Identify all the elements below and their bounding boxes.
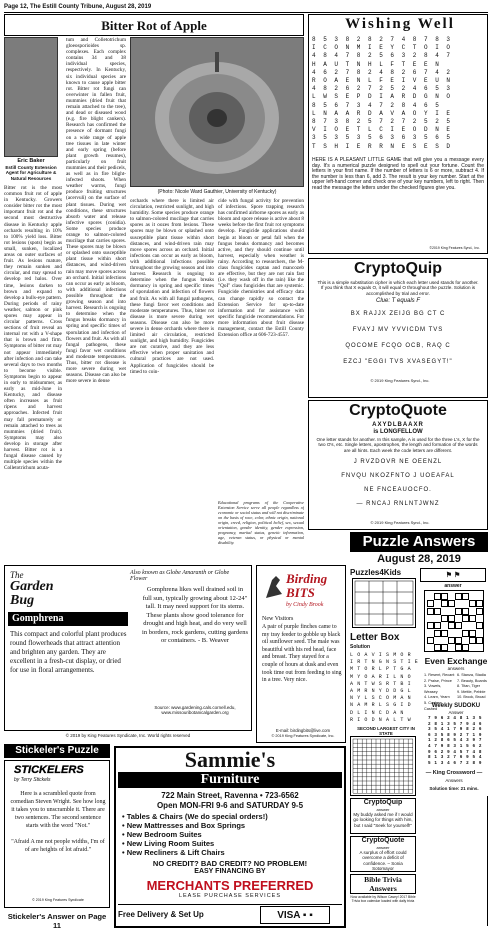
- kids-puzzle-grid: [353, 579, 415, 627]
- crossword-cell: [441, 593, 448, 600]
- even-exchange-item: 9. Mettle, Pebble: [457, 689, 486, 694]
- king-crossword-svg: [351, 737, 415, 795]
- cryptoquip-copyright: © 2019 King Features Synd., Inc.: [370, 378, 430, 383]
- birding-text: A pair of purple finches came to my tray feeder to gobble up black oil sunflower seed. The male was beautiful with his red head, face and breast. They stayed for a couple of hours at dusk and even took time out from feeding to sing in a tree. Very nice.: [262, 624, 342, 684]
- sammies-credit: NO CREDIT? BAD CREDIT? NO PROBLEM!: [152, 859, 308, 868]
- cryptoquote-example-top: AXYDLBAAXR: [372, 422, 424, 428]
- crossword-cell: [448, 622, 455, 629]
- sammies-address: 722 Main Street, Ravenna • 723-6562: [161, 791, 299, 800]
- crossword-cell: [455, 608, 462, 615]
- king-crossword-sub: Answers: [445, 778, 463, 783]
- crossword-cell: [455, 622, 462, 629]
- cryptoquote-title: CryptoQuote: [349, 402, 447, 419]
- wishing-well-row: 4 8 4 7 8 2 5 6 3 2 8 4 7: [312, 52, 453, 60]
- crossword-cell: [448, 637, 455, 644]
- sudoku-grid: [428, 716, 484, 766]
- letterbox-row: M T O R L P T G A: [350, 666, 412, 673]
- cryptoquote-line: J RVZDOVR NE OEENZL: [353, 459, 443, 465]
- letterbox-row: M Y O A R I L N O: [350, 673, 412, 680]
- letterbox-row: D L I N C D A N: [350, 709, 405, 716]
- wishing-well-row: 8 7 3 8 2 5 7 2 7 2 5 2 5: [312, 118, 453, 126]
- sudoku-row: 6 3 5 8 9 2 7 1 9: [428, 732, 483, 738]
- sammies-delivery: Free Delivery & Set Up: [118, 910, 204, 919]
- letterbox-row: A M R N Y D D G L: [350, 688, 412, 695]
- cqt-answer-text: A surplus of effort could overcome a deficit of confidence. – Sonia Sotomayor: [359, 850, 407, 872]
- sudoku-sub: Answer: [448, 710, 464, 715]
- merchants-lease: LEASE PURCHASE SERVICES: [178, 893, 282, 899]
- flagpole-crossword: [424, 590, 484, 652]
- wishing-well-row: 3 5 3 5 3 5 6 3 6 3 5 6 5: [312, 134, 453, 142]
- cryptoquip-line: EZCJ "EGGI TVS XVASEGYT!": [343, 359, 453, 365]
- crossword-cell: [427, 637, 434, 644]
- sammies-hours: Open MON-FRI 9-6 and SATURDAY 9-5: [156, 801, 304, 810]
- birding-copyright: © 2019 King Features Syndicate, Inc.: [271, 734, 335, 738]
- sudoku-row: 8 1 3 2 7 6 9 5 4: [428, 755, 483, 761]
- flagpole-logo: ⚑ ⚑: [420, 568, 486, 582]
- crossword-cell: [448, 600, 455, 607]
- garden-bug-title: Garden Bug: [10, 579, 54, 608]
- cq-answer-text: My buddy asked me if I would go looking for things with him, but I said "Seek for yourself!": [353, 812, 413, 828]
- wishing-well-row: V I O E T L C I E O D N E: [312, 126, 453, 134]
- puzzles4kids-grid: [352, 578, 416, 628]
- letterbox-sub: Solution: [350, 644, 370, 650]
- wishing-well-row: L N A A R D A V A O Y I E: [312, 109, 453, 117]
- sammies-divider: [118, 904, 342, 905]
- stickeler-byline: by Terry Stickels: [14, 777, 51, 783]
- article-column-2: tum and Colletotrichum gloeosporioides sp. complexes. Each complex contains 34 and 38 individual species, respectively. In Kentucky, six individual species are known to cause apple bitter rot. Bitter rot fungi can overwinter in fallen fruit, mummies (dried fruit that remain attached to the tree), and dead or diseased wood (e.g. fire blight cankers). Research has confirmed the presence of dormant fungi on a wide range of apple tree tissues in late winter and early spring (before plant growth resumes), particularly on fruit mummies and their pedicels, as well as in fire blight-infected shoots. When weather warms, fungi produce fruiting structures (acervuli) on the surface of plant tissues. During wet conditions, these structures absorb water and release infective spores (conidia). Some species produce orange to salmon-colored mucilage that carries spores. These spores may be blown or splashed onto susceptible plant tissue within short distances, and wind-driven rain may move spores across an orchard. Initial infections can occur as early as bloom, with additional infections possible throughout the growing season and into harvest. Research is ongoing to determine when the fungus breaks dormancy in spring and specific times of sporulation and infection of flowers and fruit. As with all fungal pathogens, these fungi favor wet conditions and moderate temperatures. Thus, bitter rot disease is more severe during wet seasons. Disease can also be more severe in dense: [66, 37, 126, 385]
- bible-trivia-answers-rotated: [420, 796, 488, 926]
- puzzles4kids-title: Puzzles4Kids: [350, 568, 402, 577]
- sudoku-row: 9 6 2 9 4 5 7 4 8: [428, 749, 483, 755]
- cryptoquote-line: FNVQU NKOZFNTO J UOEAFAL: [341, 473, 455, 479]
- crossword-cell: [441, 600, 448, 607]
- sammies-financing: EASY FINANCING BY: [194, 868, 266, 875]
- cryptoquote-line: NE FNCEAUOCFO.: [364, 487, 432, 493]
- wishing-well-copyright: ©2019 King Features Synd., Inc.: [429, 246, 480, 250]
- cryptoquip-title: CryptoQuip: [354, 260, 442, 277]
- king-crossword-time: Solution time: 21 mins.: [429, 786, 479, 791]
- crossword-cell: [462, 644, 469, 651]
- article-column-3: orchards where there is limited air circulation, restricted sunlight, and high humidity. Some species produce orange to salmon-colored mucilage that carries spores as it oozes from lesions. These spores may be blown or splashed onto susceptible plant tissue within short distances, and wind-driven rain may move spores across an orchard. Initial infections can occur as early as bloom, with additional infections possible throughout the growing season and into harvest. Research is ongoing to determine when the fungus breaks dormancy in spring and specific times of sporulation and infection of flowers and fruit. As with all fungal pathogens, these fungi favor wet conditions and moderate temperatures. Thus, bitter rot disease is more severe during wet seasons. Disease can also be more severe in dense orchards where there is limited air circulation, restricted sunlight, and high humidity. Fungicides are not curative, and they are less effective when proper sanitation and cultural practices are not used. Application of fungicides should be timed to coin-: [130, 198, 214, 375]
- crossword-cell: [476, 622, 483, 629]
- letterbox-row: N A M R L S G I D: [350, 702, 412, 709]
- wishing-well-grid: [312, 36, 484, 154]
- crossword-cell: [476, 608, 483, 615]
- cqt-answer-label: answer: [376, 845, 390, 850]
- bible-trivia-title: Bible Trivia Answers: [350, 874, 416, 894]
- cryptoquote-line: — RNCAJ RNLNTJWNZ: [356, 501, 440, 507]
- sammies-item: • New Mattresses and Box Springs: [122, 821, 246, 830]
- garden-bug-subject: Gomphrena: [8, 612, 128, 626]
- sammies-name: Sammie's: [184, 747, 276, 772]
- birding-title: Birding BITS: [286, 571, 328, 600]
- cryptoquote-example-bottom: is LONGFELLOW: [373, 429, 423, 435]
- even-exchange-item: 6. Stanza, Stadia: [457, 673, 486, 677]
- birding-byline: by Cindy Brook: [286, 602, 324, 608]
- crossword-cell: [434, 608, 441, 615]
- crossword-cell: [427, 608, 434, 615]
- crossword-cell: [462, 593, 469, 600]
- crossword-cell: [434, 622, 441, 629]
- puzzle-answers-title: Puzzle Answers: [350, 532, 488, 552]
- cryptoquip-line: QOCOME FCQO OCB, RAQ C: [345, 343, 451, 349]
- crossword-cell: [434, 593, 441, 600]
- wishing-well-row: R O A E N L F E I V E U N: [312, 77, 453, 85]
- stickeler-question: Here is a scrambled quote from comedian Steven Wright. See how long it takes you to unscramble it. There are two sentences. The second sentence starts with the word "Not.": [10, 791, 106, 829]
- even-exchange-item: 1. Resent, Recant: [424, 673, 455, 677]
- even-exchange-item: 2. Praise, Prince: [424, 678, 452, 683]
- letterbox-grid: [350, 652, 422, 724]
- stickeler-banner: Stickeler's Puzzle: [4, 744, 110, 758]
- crossword-cell: [455, 644, 462, 651]
- sudoku-row: 2 8 1 3 5 7 9 4 6: [428, 721, 483, 727]
- wishing-well-row: 4 6 2 7 8 2 4 8 2 6 7 4 2: [312, 68, 453, 76]
- crossword-cell: [427, 600, 434, 607]
- birding-email: E-mail: birdingbits@live.com: [275, 728, 331, 733]
- wishing-well-row: I C O N M I E Y C T O I O: [312, 44, 453, 52]
- wishing-well-row: H A U T N H L F T E E N: [312, 60, 441, 68]
- author-photo: [4, 37, 58, 157]
- crossword-cell: [455, 593, 462, 600]
- wishing-well-title: Wishing Well: [345, 16, 455, 32]
- sudoku-title: Weekly SUDOKU: [431, 703, 481, 709]
- sammies-items: [122, 812, 342, 857]
- crossword-cell: [427, 622, 434, 629]
- sudoku-row: 3 5 4 1 7 9 8 2 6: [428, 727, 483, 733]
- even-exchange-item: 10. Brook, Broad: [457, 695, 486, 700]
- crossword-cell: [441, 630, 448, 637]
- crossword-cell: [469, 600, 476, 607]
- puzzle-answers-date: August 28, 2019: [377, 553, 461, 565]
- king-crossword-grid: [350, 736, 416, 796]
- crossword-cell: [434, 644, 441, 651]
- crossword-cell: [469, 630, 476, 637]
- even-exchange-item: 3. Vowels, Weasey: [424, 684, 442, 694]
- author-title: Estill County Extension Agent for Agriculture & Natural Resources: [5, 165, 57, 181]
- letterbox-row: R I O D N A L T W: [350, 716, 412, 723]
- author-name: Eric Baker: [17, 158, 45, 164]
- even-exchange-item: 7. Beauty, Boards: [457, 678, 487, 683]
- sudoku-row: 7 9 6 2 4 8 1 3 5: [428, 716, 483, 721]
- extension-disclaimer: Educational programs of the Cooperative Extension Service serve all people regardless of economic or social status and will not discriminate on the basis of race, color, ethnic origin, national origin, creed, religion, political belief, sex, sexual orientation, gender identity, gender expression, pregnancy, marital status, genetic information, age, veteran status, or physical or mental disability.: [218, 500, 304, 545]
- wishing-well-row: 8 5 3 8 2 8 2 7 4 8 7 8 3: [312, 36, 453, 43]
- stickeler-quote: "Afraid A me not people widths, I'm of of are heights of lot afraid.": [11, 839, 105, 853]
- wishing-well-row: T S H I E R R N E S E S D: [312, 142, 453, 150]
- crossword-cell: [441, 644, 448, 651]
- cryptoquote-intro: One letter stands for another. In this sample, A is used for the three L's, X for the two O's, etc. Single letters, apostrophes, the length and formation of the words are all hints. Each week the code letters are different.: [316, 437, 480, 453]
- crossword-cell: [462, 615, 469, 622]
- wishing-well-row: 4 8 2 6 2 7 2 5 2 4 6 5 3: [312, 85, 453, 93]
- stickeler-logo: STICKELERS: [14, 764, 84, 776]
- crossword-cell: [448, 615, 455, 622]
- stickeler-answer-note: Stickeler's Answer on Page 11: [7, 912, 107, 930]
- crossword-cell: [476, 637, 483, 644]
- garden-bug-copyright: © 2019 by King Features Syndicate, Inc. World rights reserved: [65, 733, 191, 738]
- letterbox-title: Letter Box: [350, 632, 400, 643]
- crossword-cell: [469, 615, 476, 622]
- garden-bug-left-text: This compact and colorful plant produces round flowerheads that attract attention and brighten any garden. They are excellent in a fresh-cut display, or dried for use in floral arrangements.: [10, 630, 127, 674]
- sammies-item: • New Recliners & Lift Chairs: [122, 848, 225, 857]
- apple-illustration: [131, 38, 303, 186]
- even-exchange-item: 5. Cashew, Cashed: [424, 700, 443, 711]
- garden-bug-right-text: Gomphrena likes well drained soil in full sun, typically growing about 12-24" tall. It may need support for its stems. These plants show good tolerance for drought and high heat, and do very well in borders, rock gardens, cutting gardens or containers. - B. Weaver: [142, 586, 248, 644]
- cryptoquote-copyright: © 2019 King Features Synd., Inc.: [370, 520, 430, 525]
- crossword-cell: [455, 637, 462, 644]
- cq-answer-title: CryptoQuip: [363, 799, 403, 806]
- garden-bug-title-top: The: [10, 570, 24, 580]
- wishing-well-row: 8 5 6 7 3 4 7 2 8 4 6 5: [312, 101, 441, 109]
- letterbox-row: N Y L S C O M A N: [350, 695, 412, 702]
- letterbox-row: L O A V I S M O R: [350, 652, 412, 658]
- sammies-item: • New Bedroom Suites: [122, 830, 202, 839]
- letterbox-row: I R T N G N S T I E: [350, 659, 419, 666]
- page-header: Page 12, The Estill County Tribune, August 28, 2019: [4, 4, 488, 13]
- bitter-rot-photo: [130, 37, 304, 187]
- cryptoquip-line: FVAYJ MV YVVICDM TVS: [352, 327, 444, 333]
- cq-answer-label: answer: [376, 807, 390, 812]
- flagpole-answer-label: answer: [444, 583, 462, 589]
- crossword-cell: [469, 637, 476, 644]
- stickeler-copyright: © 2019 King Features Syndicate: [32, 898, 84, 902]
- even-exchange-item: 4. Learn, Yearn: [424, 695, 450, 700]
- cqt-answer-title: CryptoQuote: [361, 837, 405, 844]
- sudoku-row: 1 2 8 6 5 4 3 9 7: [428, 738, 483, 744]
- even-exchange-sub: answers: [447, 666, 465, 671]
- garden-bug-source: Source: www.gardening.cals.cornell.edu, www.missouribotanicalgarden.org: [154, 705, 236, 715]
- bird-icon: [262, 572, 284, 602]
- sudoku-row: 4 7 9 8 3 1 5 6 2: [428, 743, 483, 749]
- letterbox-answer: SECOND LARGEST CITY IN STATE: [357, 726, 415, 736]
- crossword-cell: [434, 630, 441, 637]
- letterbox-row: A N T W S R T B I: [350, 680, 412, 687]
- king-crossword-title: — King Crossword —: [425, 770, 483, 776]
- article-title: Bitter Rot of Apple: [4, 14, 304, 36]
- sammies-item: • Tables & Chairs (We do special orders!): [122, 812, 268, 821]
- payment-logos: VISA ▪ ▪: [260, 906, 330, 924]
- even-exchange-title: Even Exchange: [424, 656, 488, 666]
- crossword-cell: [462, 630, 469, 637]
- cryptoquip-clue: Clue: T equals F: [375, 298, 421, 304]
- cryptoquip-intro: This is a simple substitution cipher in which each letter used stands for another. If you think that X equals O, it will equal O throughout the puzzle. Solution is accomplished by trial and error.: [317, 280, 479, 296]
- wishing-well-instructions: HERE IS A PLEASANT LITTLE GAME that will give you a message every day. It's a numerical puzzle designed to spell out your fortune. Count the letters in your first name. If the number of letters is 6 or more, subtract 4. If the number is less than 6, add 3. The result is your key number. Start at the upper left-hand corner and check one of your key numbers, left to right. Then read the message the letters under the checked figures give you.: [312, 157, 484, 191]
- crossword-cell: [476, 600, 483, 607]
- sammies-item: • New Living Room Suites: [122, 839, 215, 848]
- article-column-1: Bitter rot is the most common fruit rot of apple in Kentucky. Growers consider bitter rot the most important fruit rot and the second most destructive disease in Kentucky apple orchards resulting in 10% to 100% yield loss. Bitter rot lesions (spots) begin as small, sunken, localized areas on outer surfaces of fruit. As lesions mature, they remain sunken and circular, and may spread to develop red halos. Over time, lesions darken to brown and expand to develop a bulls-eye pattern. During periods of rainy weather, salmon or pink spores may appear in circular patterns. Cross sections of fruit reveal an internal rot with a V-shape that is brown and firm. Symptoms of bitter rot may not appear immediately after infection and can take several days to two months to become visible. Symptoms begin to appear in early to midsummer, as early as mid-June in Kentucky, and disease often increases as fruit ripens and harvest approaches. Infected fruit may fall prematurely or remain attached to trees as mummies (dried fruit). Symptoms may also develop in storage after harvest. Bitter rot is a fungal disease caused by multiple species within the Colletotrichum acuta-: [4, 185, 62, 472]
- bible-trivia-sub: Now available by Wilson Casey! 2017 Bible Trivia box calendar loaded with daily trivia: [350, 895, 416, 903]
- wishing-well-row: L W S E P D I A R D G N O: [312, 93, 453, 101]
- crossword-cell: [462, 608, 469, 615]
- birding-heading: New Visitors: [262, 616, 294, 622]
- sudoku-row: 5 1 3 4 6 7 2 8 9: [428, 760, 483, 766]
- garden-bug-aka: Also known as Globe Amaranth or Globe Flower: [130, 570, 230, 582]
- cryptoquip-line: BX RAJJX ZEIJG BG CT C: [350, 311, 446, 317]
- photo-caption: (Photo: Nicole Ward Gauthier, University of Kentucky): [157, 189, 277, 195]
- crossword-cell: [441, 615, 448, 622]
- article-column-4: cide with fungal activity for prevention of infections. Spore trapping research has confirmed airborne spores as early as bloom and spore release is active about 8 weeks before the first fruit rot symptoms develop. Fungicide applications should begin at bloom or petal fall when the fungus breaks dormancy and becomes active, and they should continue until harvest, especially when weather is rainy. According to researchers, the M-class fungicides captan and mancozeb are effective, but they are not rain fast (i.e. they wash off in the rain) like the "QoI" class fungicides that are systemic. Fungicide chemistries and efficacy data can change rapidly so contact the Extension Service for up-to-date information and for assistance with specific fungicide recommendations. For more information about fruit disease management, contact the Estill County Extension office at 606-723-4557.: [218, 198, 304, 339]
- even-exchange-item: 8. Titan, Tiger: [457, 684, 481, 689]
- sammies-furniture: Furniture: [118, 772, 342, 788]
- merchants-logo: MERCHANTS PREFERRED: [146, 878, 314, 893]
